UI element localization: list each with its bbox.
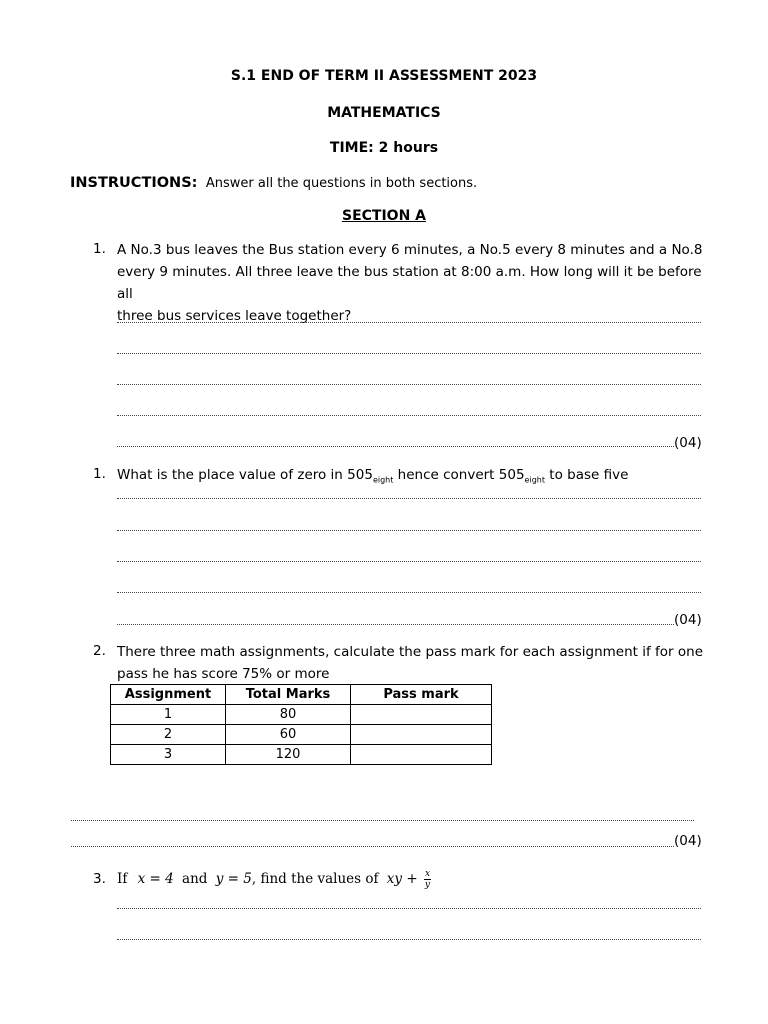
answer-line[interactable] xyxy=(117,498,701,499)
fraction-denominator: y xyxy=(424,879,431,890)
column-header: Pass mark xyxy=(351,685,492,705)
question-1-text xyxy=(117,239,717,327)
answer-line[interactable] xyxy=(117,592,701,593)
answer-line[interactable] xyxy=(117,446,674,447)
question-2-text xyxy=(117,464,628,492)
column-header: Total Marks xyxy=(226,685,351,705)
answer-line[interactable] xyxy=(117,415,701,416)
answer-line[interactable] xyxy=(117,353,701,354)
table-cell: 60 xyxy=(226,725,351,745)
exam-title: S.1 END OF TERM II ASSESSMENT 2023 xyxy=(230,68,538,84)
answer-line[interactable] xyxy=(117,908,701,909)
table-row xyxy=(111,745,492,765)
table-cell: 120 xyxy=(226,745,351,765)
column-header: Assignment xyxy=(111,685,226,705)
question-4-text xyxy=(117,866,431,892)
time-allowed: TIME: 2 hours xyxy=(329,140,439,156)
marks-allocation: (04) xyxy=(674,833,702,849)
base-subscript: eight xyxy=(372,475,394,485)
subject-title: MATHEMATICS xyxy=(327,105,441,121)
question-text-part: What is the place value of zero in 505 xyxy=(117,467,373,483)
base-subscript: eight xyxy=(524,475,545,485)
question-line: three bus services leave together? xyxy=(117,308,352,324)
question-line: pass he has score 75% or more xyxy=(117,666,330,682)
answer-line[interactable] xyxy=(117,624,674,625)
marks-allocation: (04) xyxy=(674,612,702,628)
question-text-part: hence convert 505 xyxy=(393,467,525,483)
question-3-text xyxy=(117,641,717,685)
table-row xyxy=(111,725,492,745)
instructions-label: INSTRUCTIONS: xyxy=(70,175,198,191)
question-line: every 9 minutes. All three leave the bus station at 8:00 a.m. How long will it be before all xyxy=(117,264,702,302)
question-number: 1. xyxy=(93,241,106,257)
answer-line[interactable] xyxy=(71,820,694,821)
question-line: A No.3 bus leaves the Bus station every 6 minutes, a No.5 every 8 minutes and a No.8 xyxy=(117,242,703,258)
instructions-text: Answer all the questions in both sections. xyxy=(205,176,478,191)
table-cell: 1 xyxy=(111,705,226,725)
table-row xyxy=(111,705,492,725)
marks-allocation: (04) xyxy=(674,435,702,451)
question-text-part: , find the values of xyxy=(251,871,379,887)
question-number: 1. xyxy=(93,466,106,482)
question-text-part: and xyxy=(182,871,208,887)
question-text-part: to base five xyxy=(544,467,629,483)
assignment-table xyxy=(110,684,492,765)
answer-line[interactable] xyxy=(117,939,701,940)
answer-line[interactable] xyxy=(71,846,674,847)
question-number: 2. xyxy=(93,643,106,659)
answer-line[interactable] xyxy=(117,561,701,562)
math-expression: x = 4 xyxy=(137,871,174,887)
instructions xyxy=(70,175,477,191)
answer-line[interactable] xyxy=(117,530,701,531)
answer-line[interactable] xyxy=(117,322,701,323)
section-heading: SECTION A xyxy=(341,208,426,224)
math-expression: xy + xyxy=(386,871,418,887)
table-cell: 3 xyxy=(111,745,226,765)
question-number: 3. xyxy=(93,871,106,887)
table-cell: 80 xyxy=(226,705,351,725)
question-line: There three math assignments, calculate the pass mark for each assignment if for one xyxy=(117,644,704,660)
table-cell: 2 xyxy=(111,725,226,745)
table-header-row xyxy=(111,685,492,705)
fraction-numerator: x xyxy=(424,868,431,879)
pass-mark-cell[interactable] xyxy=(351,705,492,725)
math-expression: y = 5 xyxy=(215,871,252,887)
pass-mark-cell[interactable] xyxy=(351,725,492,745)
question-text-part: If xyxy=(117,871,128,887)
fraction xyxy=(424,869,431,890)
pass-mark-cell[interactable] xyxy=(351,745,492,765)
answer-line[interactable] xyxy=(117,384,701,385)
